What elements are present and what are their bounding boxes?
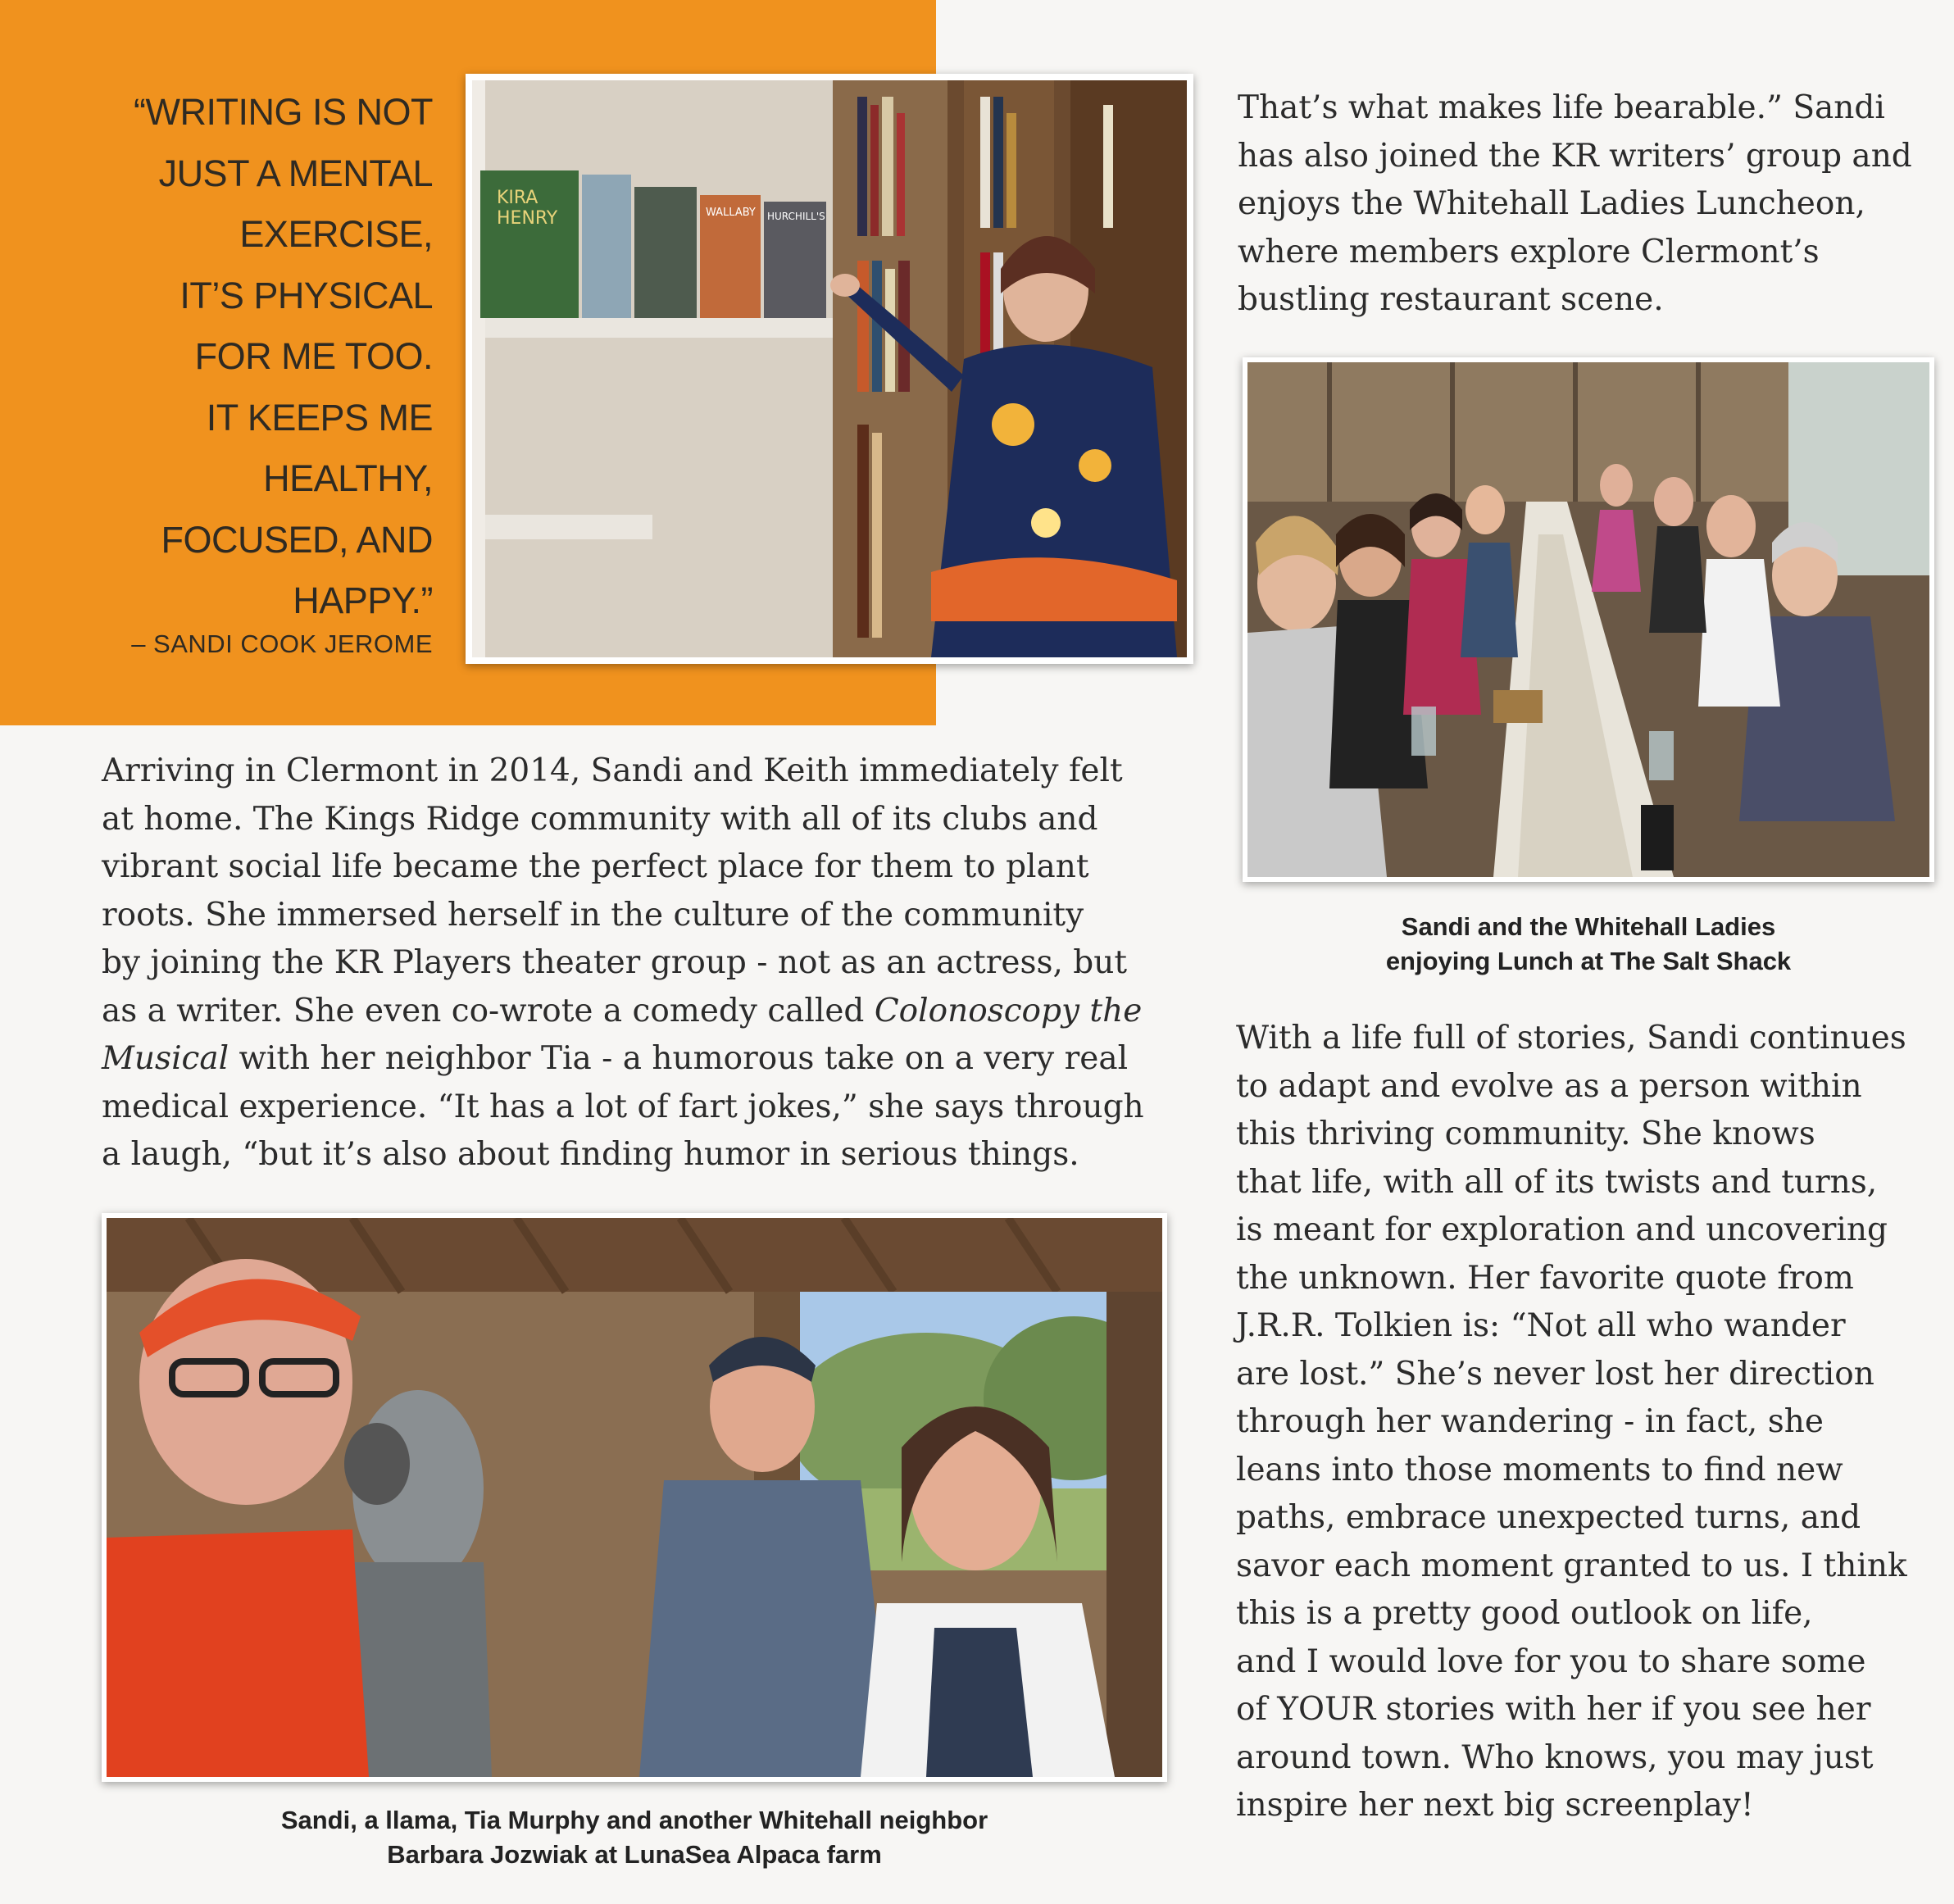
body-line: around town. Who knows, you may just <box>1236 1738 1874 1776</box>
pull-quote-line: FOR ME TOO. <box>194 335 433 377</box>
body-line: inspire her next big screenplay! <box>1236 1787 1754 1824</box>
svg-text:KIRA: KIRA <box>497 188 538 208</box>
body-line <box>102 1035 1144 1084</box>
caption-line: Sandi, a llama, Tia Murphy and another Whitehall neighbor <box>280 1806 988 1834</box>
left-column-body-text <box>102 748 1144 1179</box>
svg-text:HURCHILL'S: HURCHILL'S <box>767 211 825 222</box>
body-line: has also joined the KR writers’ group and <box>1238 137 1912 175</box>
body-line: savor each moment granted to us. I think <box>1236 1547 1907 1584</box>
caption-line: enjoying Lunch at The Salt Shack <box>1385 947 1792 975</box>
body-line: J.R.R. Tolkien is: “Not all who wander <box>1236 1307 1846 1344</box>
llama-caption <box>102 1803 1167 1872</box>
body-line <box>102 988 1144 1036</box>
right-column-bottom-text <box>1236 1015 1907 1830</box>
llama-photo-illustration <box>107 1218 1162 1777</box>
play-title: Colonoscopy the <box>874 992 1143 1029</box>
luncheon-photo <box>1243 357 1934 882</box>
body-line: the unknown. Her favorite quote from <box>1236 1259 1854 1297</box>
body-line: That’s what makes life bearable.” Sandi <box>1238 89 1885 126</box>
body-text-span: with her neighbor Tia - a humorous take on a very real <box>229 1040 1129 1077</box>
body-line: and I would love for you to share some <box>1236 1643 1866 1680</box>
body-line: medical experience. “It has a lot of fart jokes,” she says through <box>102 1088 1144 1125</box>
body-line: Arriving in Clermont in 2014, Sandi and Keith immediately felt <box>102 752 1123 789</box>
caption-line: Sandi and the Whitehall Ladies <box>1401 912 1776 941</box>
pull-quote-attribution: – SANDI COOK JEROME <box>131 629 433 658</box>
body-line: through her wandering - in fact, she <box>1236 1403 1824 1440</box>
pull-quote-line: IT KEEPS ME <box>206 396 433 439</box>
body-line: at home. The Kings Ridge community with all of its clubs and <box>102 800 1098 838</box>
pull-quote-line: JUST A MENTAL <box>158 152 433 194</box>
bookshelf-photo-illustration <box>472 80 1187 657</box>
body-line: are lost.” She’s never lost her direction <box>1236 1355 1874 1393</box>
right-column-top-text <box>1238 84 1912 325</box>
body-line: this thriving community. She knows <box>1236 1116 1815 1152</box>
body-line: where members explore Clermont’s <box>1238 233 1820 270</box>
pull-quote-line: FOCUSED, AND <box>161 518 433 561</box>
luncheon-caption <box>1243 910 1934 979</box>
body-line: leans into those moments to find new <box>1236 1451 1843 1488</box>
play-title: Musical <box>102 1040 229 1077</box>
body-line: roots. She immersed herself in the culture of the community <box>102 896 1084 934</box>
body-text-span: as a writer. She even co-wrote a comedy called <box>102 992 875 1029</box>
caption-line: Barbara Jozwiak at LunaSea Alpaca farm <box>387 1840 882 1869</box>
pull-quote-line: IT’S PHYSICAL <box>179 274 433 316</box>
body-line: is meant for exploration and uncovering <box>1236 1211 1888 1248</box>
body-line: by joining the KR Players theater group - not as an actress, but <box>102 944 1128 981</box>
pull-quote-line: HAPPY.” <box>293 579 433 621</box>
body-line: bustling restaurant scene. <box>1238 281 1664 318</box>
body-line: paths, embrace unexpected turns, and <box>1236 1499 1861 1536</box>
body-line: With a life full of stories, Sandi continues <box>1236 1020 1906 1057</box>
body-line: a laugh, “but it’s also about finding humor in serious things. <box>102 1136 1079 1173</box>
body-line: that life, with all of its twists and turns, <box>1236 1163 1878 1201</box>
body-line: vibrant social life became the perfect place for them to plant <box>102 848 1089 885</box>
luncheon-photo-illustration <box>1247 362 1929 877</box>
body-line: to adapt and evolve as a person within <box>1236 1067 1862 1105</box>
svg-text:WALLABY: WALLABY <box>706 207 756 219</box>
pull-quote <box>33 82 433 632</box>
body-line: this is a pretty good outlook on life, <box>1236 1595 1813 1632</box>
body-line: of YOUR stories with her if you see her <box>1236 1691 1871 1728</box>
bookshelf-photo <box>466 74 1193 664</box>
llama-photo <box>102 1213 1167 1782</box>
body-line: enjoys the Whitehall Ladies Luncheon, <box>1238 185 1865 222</box>
pull-quote-line: HEALTHY, <box>263 457 433 499</box>
pull-quote-line: “WRITING IS NOT <box>134 91 433 133</box>
svg-text:HENRY: HENRY <box>497 208 558 229</box>
pull-quote-line: EXERCISE, <box>239 213 433 255</box>
